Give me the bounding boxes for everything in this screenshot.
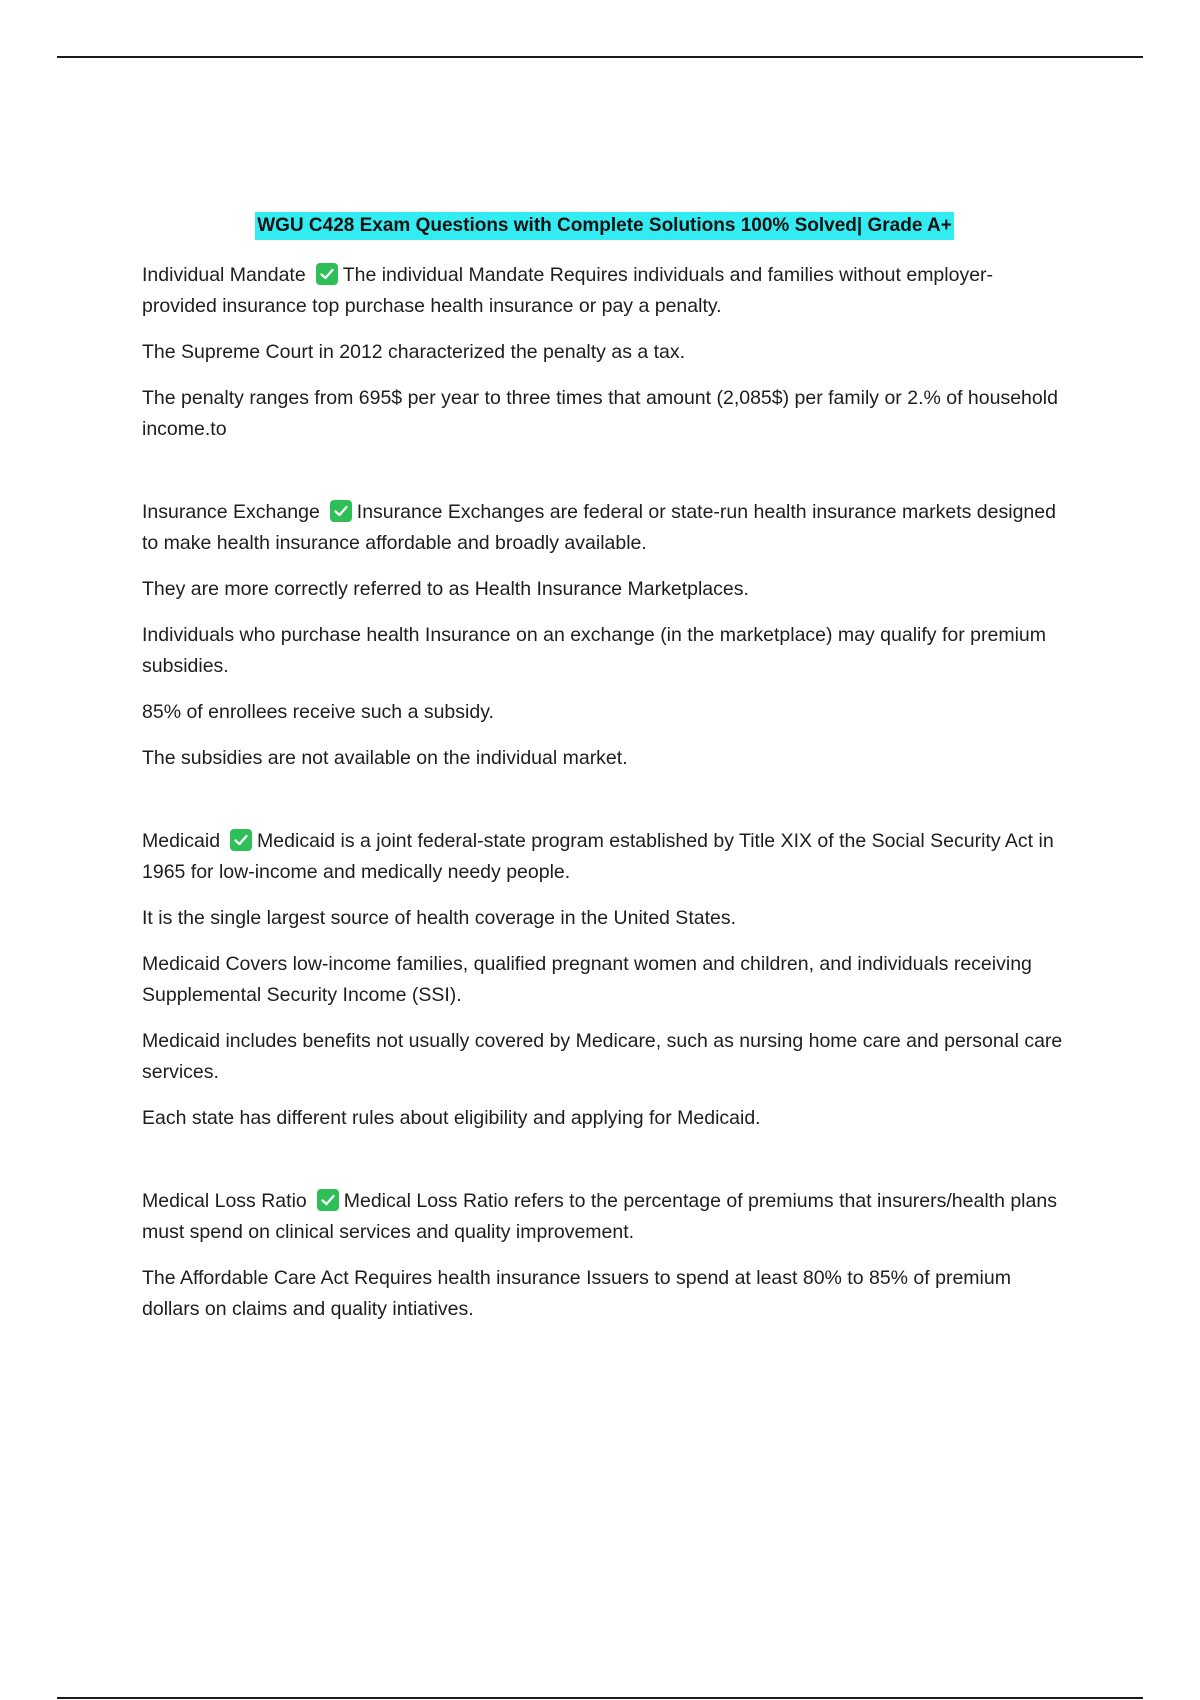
entry-definition-paragraph xyxy=(142,260,1067,322)
entry-note: It is the single largest source of health coverage in the United States. xyxy=(142,907,737,929)
entry-definition: The individual Mandate Requires individuals and families without employer-provided insurance top purchase health insurance or pay a penalty. xyxy=(142,264,994,317)
footer-rule xyxy=(57,1697,1143,1699)
header-rule xyxy=(57,56,1143,58)
document-title: WGU C428 Exam Questions with Complete Solutions 100% Solved| Grade A+ xyxy=(255,212,954,240)
check-icon xyxy=(230,829,252,851)
entry-note: Each state has different rules about eligibility and applying for Medicaid. xyxy=(142,1107,761,1129)
entry-note: The Affordable Care Act Requires health insurance Issuers to spend at least 80% to 85% of premium dollars on claims and quality intiatives. xyxy=(142,1267,1011,1320)
check-icon xyxy=(330,500,352,522)
qa-entry xyxy=(142,826,1067,1134)
entry-term: Medical Loss Ratio xyxy=(142,1190,307,1212)
check-icon xyxy=(317,1189,339,1211)
entry-note: 85% of enrollees receive such a subsidy. xyxy=(142,701,494,723)
document-body xyxy=(142,212,1067,1377)
entry-note: Medicaid includes benefits not usually covered by Medicare, such as nursing home care and personal care services. xyxy=(142,1030,1063,1083)
entry-term: Medicaid xyxy=(142,830,221,852)
entry-definition: Medical Loss Ratio refers to the percentage of premiums that insurers/health plans must spend on clinical services and quality improvement. xyxy=(142,1190,1057,1243)
entry-definition: Medicaid is a joint federal-state program established by Title XIX of the Social Security Act in 1965 for low-income and medically needy people. xyxy=(142,830,1054,883)
qa-entry xyxy=(142,1186,1067,1325)
entry-note: Individuals who purchase health Insurance on an exchange (in the marketplace) may qualify for premium subsidies. xyxy=(142,624,1046,677)
check-icon xyxy=(316,263,338,285)
entry-definition-paragraph xyxy=(142,1186,1067,1248)
title-container xyxy=(142,212,1067,240)
entry-note: Medicaid Covers low-income families, qualified pregnant women and children, and individuals receiving Supplemental Security Income (SSI). xyxy=(142,953,1032,1006)
entry-note: The penalty ranges from 695$ per year to three times that amount (2,085$) per family or 2.% of household income.to xyxy=(142,387,1058,440)
entry-term: Individual Mandate xyxy=(142,264,306,286)
entry-note: The subsidies are not available on the individual market. xyxy=(142,747,628,769)
entry-note: They are more correctly referred to as Health Insurance Marketplaces. xyxy=(142,578,749,600)
entry-term: Insurance Exchange xyxy=(142,501,320,523)
qa-entry xyxy=(142,497,1067,774)
entry-note: The Supreme Court in 2012 characterized the penalty as a tax. xyxy=(142,341,686,363)
entry-definition-paragraph xyxy=(142,826,1067,888)
qa-entry xyxy=(142,260,1067,445)
entry-definition: Insurance Exchanges are federal or state-run health insurance markets designed to make health insurance affordable and broadly available. xyxy=(142,501,1056,554)
entry-definition-paragraph xyxy=(142,497,1067,559)
